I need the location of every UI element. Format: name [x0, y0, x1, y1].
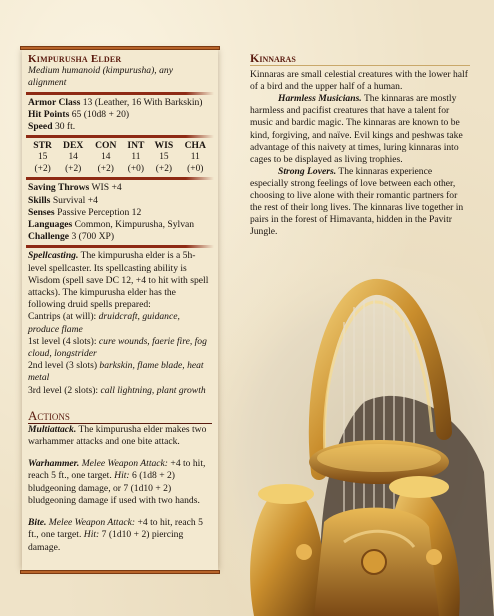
- stat-block: [22, 50, 218, 570]
- languages: Languages Common, Kimpurusha, Sylvan: [28, 219, 195, 231]
- ability-mod: (+2): [155, 163, 172, 174]
- ability-header: WIS: [154, 140, 174, 152]
- saving-throws: Saving Throws WIS +4: [28, 182, 122, 194]
- stat-block-bottom-border: [20, 570, 220, 574]
- monster-name: Kimpurusha Elder: [28, 53, 122, 65]
- ability-score: 15: [159, 152, 169, 163]
- ability-header: CON: [95, 140, 117, 152]
- ability-mod: (+2): [65, 163, 82, 174]
- ability-mod: (+0): [187, 163, 204, 174]
- challenge: Challenge 3 (700 XP): [28, 231, 115, 243]
- ability-score: 11: [190, 152, 200, 163]
- speed: Speed 30 ft.: [28, 121, 76, 133]
- ability-header: DEX: [63, 140, 84, 152]
- stat-block-top-border: [20, 46, 220, 50]
- ability-score: 15: [37, 152, 48, 163]
- spell-line-level1: 1st level (4 slots): cure wounds, faerie fire, fog cloud, longstrider: [28, 335, 207, 360]
- actions-heading: Actions: [28, 409, 212, 424]
- senses: Senses Passive Perception 12: [28, 206, 142, 218]
- warhammer-action: Warhammer. Melee Weapon Attack: +4 to hit, reach 5 ft., one target. Hit: 6 (1d8 + 2) bludgeoning damage, or 7 (1d10 + 2) bludgeoning damage if used with two hands.: [28, 458, 206, 506]
- spell-line-level2: 2nd level (3 slots) barkskin, flame blade, heat metal: [28, 360, 204, 384]
- golden-harp-illustration: [214, 262, 494, 616]
- spellcasting-trait: Spellcasting. The kimpurusha elder is a 5h-level spellcaster. Its spellcasting ability is Wisdom (spell save DC 12, +4 to hit with spell attacks). The kimpurusha elder has the following druid spells prepared:: [28, 250, 209, 311]
- armor-class: Armor Class 13 (Leather, 16 With Barkskin): [28, 96, 203, 108]
- skills: Skills Survival +4: [28, 194, 98, 206]
- ability-mod: (+2): [97, 163, 114, 174]
- kinnaras-intro: Kinnaras are small celestial creatures with the lower half of a bird and the upper half of a human.: [250, 69, 468, 93]
- harmless-musicians-paragraph: Harmless Musicians. The kinnaras are mostly harmless and pacifist creatures that have a talent for music and bardic magic. The kinnaras are known to be kind, forgiving, and naïve. Evil kings and peshwas take advantage of this naivety at times, luring kinnaras into cages to be displayed as living trophies.: [250, 93, 463, 165]
- ability-mod: (+2): [34, 163, 51, 174]
- hit-points: Hit Points 65 (10d8 + 20): [28, 108, 130, 120]
- multiattack-action: Multiattack. The kimpurusha elder makes two warhammer attacks and one bite attack.: [28, 423, 207, 448]
- spell-line-cantrips: Cantrips (at will): druidcraft, guidance, produce flame: [28, 311, 180, 335]
- section-heading: Kinnaras: [250, 52, 470, 66]
- divider: [26, 92, 214, 95]
- ability-score: 11: [131, 152, 141, 163]
- divider: [26, 245, 214, 248]
- ability-header: STR: [33, 140, 52, 152]
- kinnaras-section: [250, 52, 470, 238]
- ability-scores-table: [28, 140, 212, 175]
- spell-line-level3: 3rd level (2 slots): call lightning, plant growth: [28, 384, 206, 396]
- divider: [26, 135, 214, 138]
- ability-score: 14: [68, 152, 78, 163]
- bite-action: Bite. Melee Weapon Attack: +4 to hit, reach 5 ft., one target. Hit: 7 (1d10 + 2) piercing damage.: [28, 517, 203, 553]
- ability-score: 14: [101, 152, 111, 163]
- ability-header: INT: [127, 140, 145, 152]
- ability-mod: (+0): [127, 163, 144, 174]
- ability-header: CHA: [184, 140, 206, 152]
- monster-type: Medium humanoid (kimpurusha), any alignment: [28, 65, 173, 89]
- divider: [26, 177, 214, 180]
- strong-lovers-paragraph: Strong Lovers. The kinnaras experience especially strong feelings of love between each other, choosing to live alone with their romantic partners for the rest of their long lives. The kinnaras live together in pairs in the forest of Himavanta, hidden in the Pavitr Jungle.: [250, 165, 464, 238]
